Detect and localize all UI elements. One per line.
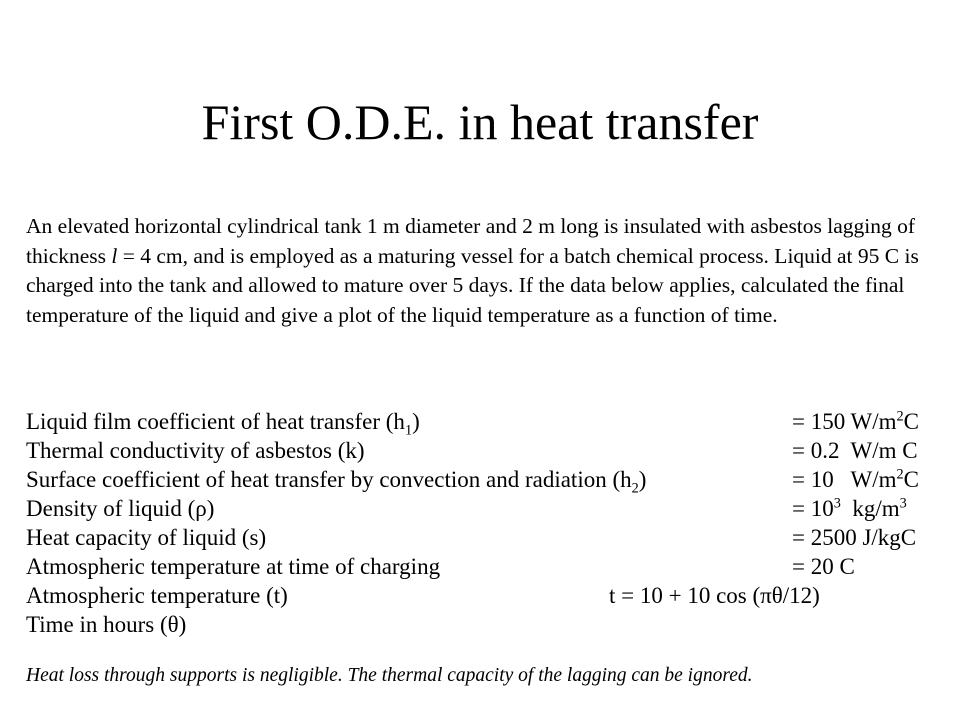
property-value: = 2500 J/kgC xyxy=(792,525,917,550)
footnote: Heat loss through supports is negligible. The thermal capacity of the lagging can be ignored. xyxy=(26,665,753,686)
property-value: = 150 $W/m^2C$ xyxy=(792,408,920,434)
problem-text-end: = 4 cm, and is employed as a maturing vessel for a batch chemical process. Liquid at 95 C is charged into the tank and allowed to mature over 5 days. If the data below applies, calculated the final temperature of the liquid and give a plot of the liquid temperature as a function of time. xyxy=(26,243,919,327)
property-row-theta xyxy=(26,610,946,639)
slide-title: First O.D.E. in heat transfer xyxy=(201,94,759,150)
property-row-h1 xyxy=(26,407,946,439)
property-formula: t = 10 + 10 cos (πθ/12) xyxy=(609,583,820,608)
property-row-s xyxy=(26,523,946,552)
property-value: = $10^3$ $kg/m^3$ xyxy=(792,495,907,521)
property-label: Atmospheric temperature (t) xyxy=(26,583,288,608)
property-label: Density of liquid (ρ) xyxy=(26,496,215,521)
property-label: Surface coefficient of heat transfer by convection and radiation $(h_2)$ xyxy=(26,467,647,497)
property-label: Liquid film coefficient of heat transfer $(h_1)$ xyxy=(26,409,420,439)
properties-list xyxy=(26,407,946,639)
property-row-rho xyxy=(26,494,946,523)
property-row-t xyxy=(26,581,946,610)
property-row-t0 xyxy=(26,552,946,581)
property-label: Time in hours (θ) xyxy=(26,612,187,637)
property-label: Heat capacity of liquid (s) xyxy=(26,525,267,550)
property-value: = 20 C xyxy=(792,554,855,579)
thickness-symbol: l xyxy=(111,243,118,268)
property-label: Thermal conductivity of asbestos (k) xyxy=(26,438,365,463)
property-value: = 0.2 W/m C xyxy=(792,438,918,463)
property-value: = 10 $W/m^2C$ xyxy=(792,466,920,492)
property-row-h2 xyxy=(26,465,946,497)
problem-statement xyxy=(26,212,946,330)
problem-text-start: An elevated horizontal cylindrical tank 1 m diameter and 2 m long is insulated with asbestos lagging of thickness xyxy=(26,214,916,268)
property-label: Atmospheric temperature at time of charging xyxy=(26,554,441,579)
property-row-k xyxy=(26,436,946,465)
